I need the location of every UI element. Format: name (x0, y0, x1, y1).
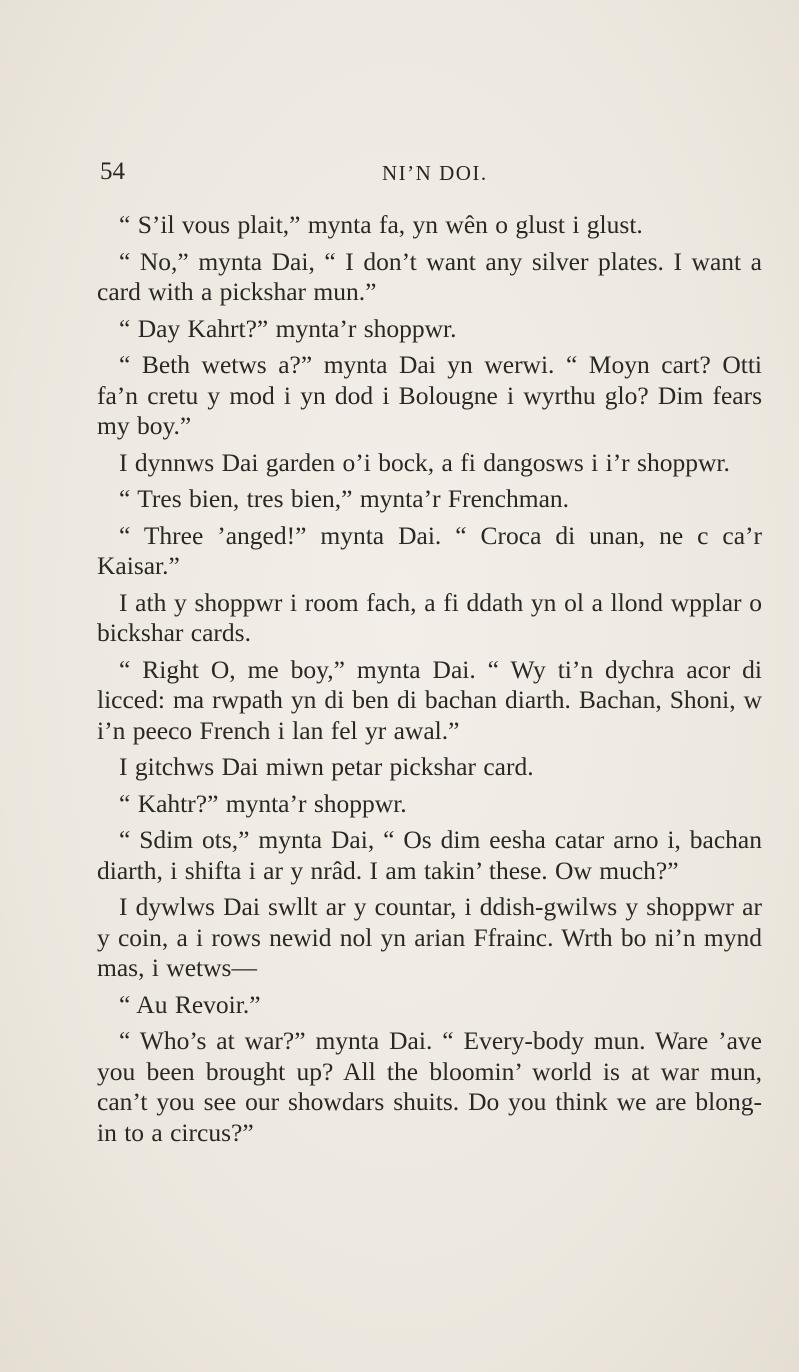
paragraph: “ Au Revoir.” (119, 989, 261, 1019)
paragraph: I dynnws Dai garden o’i bock, a fi dangosws i i’r shoppwr. (119, 447, 730, 477)
paragraph: I dywlws Dai swllt ar y countar, i ddish-gwilws y shoppwr ar y coin, a i rows newid nol yn arian Ffrainc. Wrth bo ni’n mynd mas, i wetws— (97, 892, 762, 982)
paragraph: “ Three ’anged!” mynta Dai. “ Croca di unan, ne c ca’r Kaisar.” (97, 520, 762, 580)
paragraph: “ Kahtr?” mynta’r shoppwr. (119, 788, 407, 818)
paragraph: “ Sdim ots,” mynta Dai, “ Os dim eesha catar arno i, bachan diarth, i shifta i ar y nrâd. I am takin’ these. Ow much?” (97, 825, 762, 885)
paragraph: “ Tres bien, tres bien,” mynta’r Frenchman. (119, 484, 570, 513)
running-title: NI’N DOI. (382, 161, 488, 185)
paragraph: “ Beth wetws a?” mynta Dai yn werwi. “ Moyn cart? Otti fa’n cretu y mod i yn dod i Bolougne i wyrthu glo? Dim fears my boy.” (97, 350, 762, 440)
paragraph: “ S’il vous plait,” mynta fa, yn wên o glust i glust. (119, 210, 643, 239)
paragraph: “ Right O, me boy,” mynta Dai. “ Wy ti’n dychra acor di licced: ma rwpath yn di ben di bachan diarth. Bachan, Shoni, w i’n peeco French i lan fel yr awal.” (97, 654, 762, 745)
paragraph: I gitchws Dai miwn petar pickshar card. (119, 752, 534, 781)
body-text (97, 210, 762, 1154)
paragraph: “ Day Kahrt?” mynta’r shoppwr. (119, 313, 457, 343)
paragraph: “ No,” mynta Dai, “ I don’t want any silver plates. I want a card with a pickshar mun.” (97, 246, 762, 306)
page-number: 54 (100, 158, 125, 185)
page-header (100, 158, 760, 198)
paragraph: “ Who’s at war?” mynta Dai. “ Every-body mun. Ware ’ave you been brought up? All the bloomin’ world is at war mun, can’t you see our showdars shuits. Do you think we are blong-in to a circus?” (97, 1026, 762, 1147)
paragraph: I ath y shoppwr i room fach, a fi ddath yn ol a llond wpplar o bickshar cards. (97, 587, 762, 647)
